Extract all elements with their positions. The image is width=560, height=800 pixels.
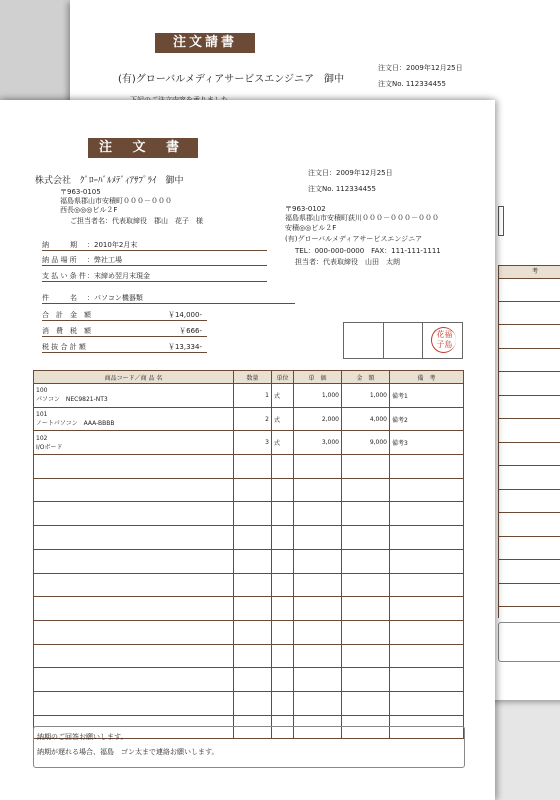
seal-stamp: 花福 子島 [431, 327, 456, 353]
note-cell: 備考1 [390, 384, 464, 408]
total-value: ￥13,334- [167, 343, 202, 351]
total-value: ￥14,000- [167, 311, 202, 319]
table-header-row [34, 371, 464, 384]
amount-cell: 9,000 [342, 431, 390, 455]
recipient-name: 株式会社 ｸﾞﾛｰﾊﾞﾙﾒﾃﾞｨｱｻﾌﾟﾗｲ 御中 [35, 176, 184, 186]
product-code: 100 [36, 387, 48, 395]
remark-line-1: 納期のご回答お願いします。 [37, 733, 128, 741]
empty-row [34, 455, 464, 479]
empty-row [34, 502, 464, 526]
empty-row [34, 526, 464, 550]
note-cell: 備考2 [390, 407, 464, 431]
back-title: 注文請書 [155, 33, 255, 53]
total-label: 消 費 税 額 [42, 327, 91, 335]
empty-row [34, 644, 464, 668]
subject-label: 件 名 [42, 294, 77, 302]
pretax-amount-row [42, 342, 207, 353]
sender-company: (有)グローバルメディアサービスエンジニア [285, 235, 423, 243]
stamp-cell-3 [423, 323, 462, 358]
empty-row [34, 478, 464, 502]
term-value: ：末締め翌月末現金 [87, 272, 150, 280]
col-header-price: 単 価 [294, 371, 342, 384]
total-label: 合 計 金 額 [42, 311, 91, 319]
product-name: パソコン NEC9821-NT3 [36, 396, 108, 404]
term-label: 支 払 い 条 件 [42, 272, 86, 280]
price-cell: 1,000 [294, 384, 342, 408]
empty-row [34, 549, 464, 573]
back-order-date: 注文日：2009年12月25日 [378, 64, 463, 72]
items-table [33, 370, 464, 739]
term-value: ：2010年2月末 [87, 241, 138, 249]
remarks-box [33, 726, 465, 768]
subject-value: ：パソコン機器類 [87, 294, 143, 302]
sender-address: 福島県郡山市安積町荻川０００－０００－０００ [285, 214, 439, 222]
back-recipient: (有)グローバルメディアサービスエンジニア 御中 [118, 74, 344, 85]
recipient-address: 福島県郡山市安積町０００－０００ [60, 197, 172, 205]
stamp-cell-1 [344, 323, 384, 358]
sender-tel-fax: TEL：000-000-0000 FAX：111-111-1111 [295, 247, 441, 255]
sender-zip: 〒963-0102 [285, 205, 326, 213]
table-row [34, 407, 464, 431]
page-title: 注 文 書 [88, 138, 198, 158]
qty-cell: 3 [234, 431, 272, 455]
col-header-qty: 数量 [234, 371, 272, 384]
total-amount-row [42, 310, 207, 321]
term-value: ：弊社工場 [87, 256, 122, 264]
unit-cell: 式 [272, 431, 294, 455]
col-header-product: 商品コード／商 品 名 [34, 371, 234, 384]
tax-amount-row [42, 326, 207, 337]
unit-cell: 式 [272, 384, 294, 408]
back-side-column [498, 278, 560, 618]
note-cell: 備考3 [390, 431, 464, 455]
amount-cell: 4,000 [342, 407, 390, 431]
back-note-box [498, 622, 560, 662]
unit-cell: 式 [272, 407, 294, 431]
delivery-place-row [42, 255, 267, 266]
qty-cell: 1 [234, 384, 272, 408]
payment-terms-row [42, 271, 267, 282]
term-label: 納 品 場 所 [42, 256, 77, 264]
back-side-stub [498, 206, 504, 236]
empty-row [34, 597, 464, 621]
price-cell: 3,000 [294, 431, 342, 455]
subject-row [42, 293, 295, 304]
product-code: 101 [36, 411, 48, 419]
empty-row [34, 691, 464, 715]
table-row [34, 431, 464, 455]
product-name: ノートパソコン AAA-BBBB [36, 420, 115, 428]
empty-row [34, 573, 464, 597]
delivery-date-row [42, 240, 267, 251]
back-order-no: 注文No. 112334455 [378, 80, 446, 88]
recipient-contact: ご担当者名：代表取締役 郡山 花子 様 [70, 217, 203, 225]
sender-contact: 担当者：代表取締役 山田 太朗 [295, 258, 400, 266]
col-header-amount: 金 額 [342, 371, 390, 384]
col-header-note: 備 考 [390, 371, 464, 384]
product-code: 102 [36, 434, 48, 442]
qty-cell: 2 [234, 407, 272, 431]
sender-building: 安積◎◎ビル２F [285, 224, 337, 232]
order-number: 注文No. 112334455 [308, 185, 376, 193]
empty-row [34, 620, 464, 644]
approval-stamp-boxes [343, 322, 463, 359]
empty-row [34, 668, 464, 692]
term-label: 納 期 [42, 241, 77, 249]
recipient-building: 西長◎◎◎ビル２F [60, 206, 118, 214]
stamp-cell-2 [384, 323, 424, 358]
remark-line-2: 納期が遅れる場合、福島 ゴン太まで連絡お願いします。 [37, 748, 219, 756]
product-name: I/Oボード [36, 443, 63, 451]
order-date: 注文日：2009年12月25日 [308, 169, 393, 177]
back-column-header: 考 [498, 265, 560, 279]
amount-cell: 1,000 [342, 384, 390, 408]
recipient-zip: 〒963-0105 [60, 188, 101, 196]
price-cell: 2,000 [294, 407, 342, 431]
col-header-unit: 単位 [272, 371, 294, 384]
total-label: 税 抜 合 計 額 [42, 343, 86, 351]
purchase-order-page [0, 100, 495, 800]
total-value: ￥666- [179, 327, 202, 335]
table-row [34, 384, 464, 408]
